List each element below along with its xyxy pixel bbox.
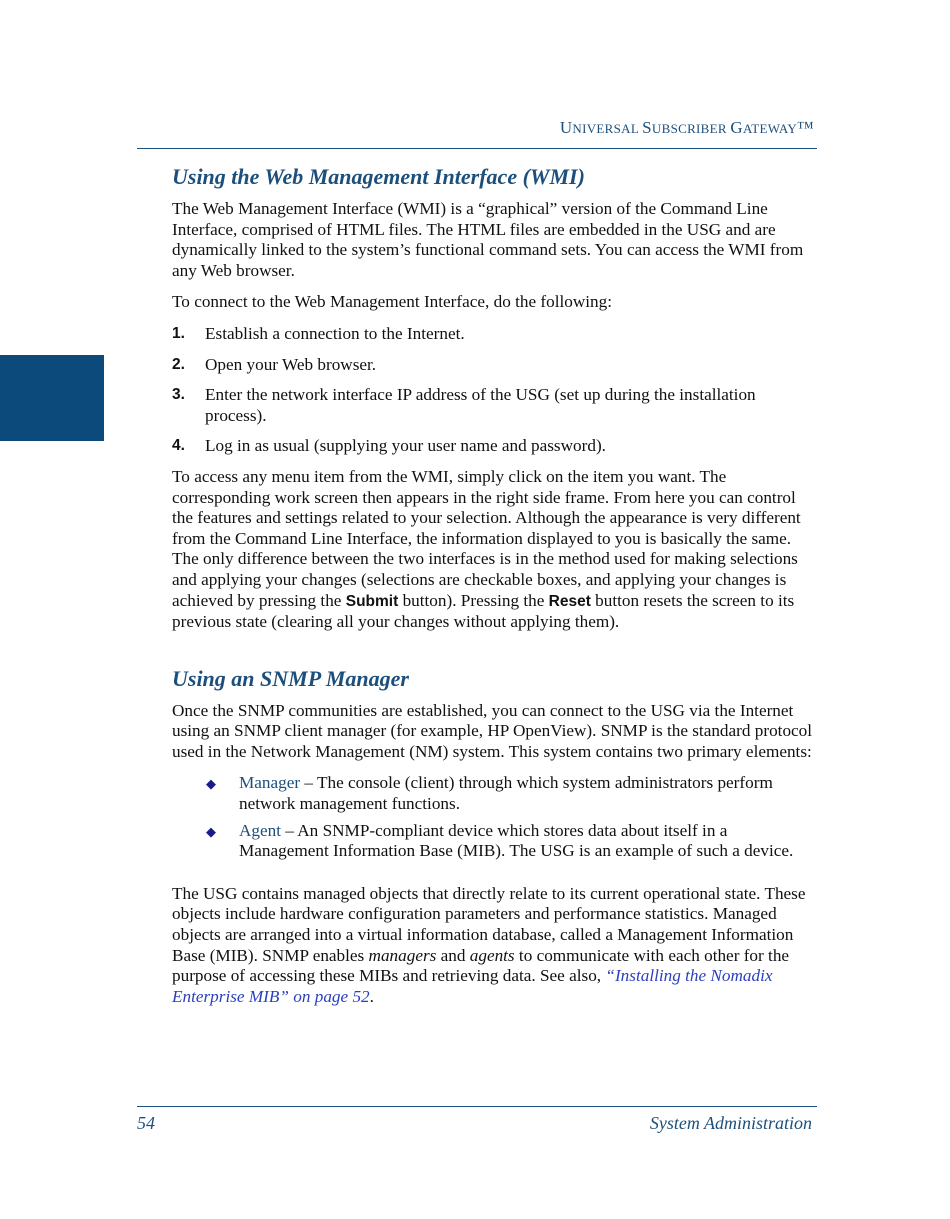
step-text: Log in as usual (supplying your user name and password). [205, 436, 606, 456]
step-number: 3. [172, 386, 185, 404]
list-item [172, 355, 817, 376]
snmp-elements-list [172, 773, 817, 861]
footer-section-title: System Administration [649, 1113, 812, 1133]
snmp-intro-paragraph: Once the SNMP communities are established, you can connect to the USG via the Internet using an SNMP client manager (for example, HP OpenView). SNMP is the standard protocol used in the Network Management (NM) system. This system contains two primary elements: [172, 700, 813, 761]
usg-managed-objects-paragraph: The USG contains managed objects that directly relate to its current operational state. These objects include hardware configuration parameters and performance statistics. Managed objects are arranged into a virtual information database, called a Management Information Base (MIB). SNMP enables managers and agents to communicate with each other for the purpose of accessing these MIBs and retrieving data. See also, “Installing the Nomadix Enterprise MIB” on page 52. [172, 883, 806, 1006]
running-header: UNIVERSAL SUBSCRIBER GATEWAY™ [559, 118, 814, 137]
reset-term: Reset [548, 592, 591, 610]
step-text: Enter the network interface IP address of the USG (set up during the installation process). [205, 385, 756, 425]
term-agent: Agent [239, 820, 282, 840]
section-heading-wmi: Using the Web Management Interface (WMI) [172, 164, 585, 189]
footer-rule [137, 1106, 817, 1107]
page-number: 54 [137, 1113, 155, 1133]
submit-term: Submit [345, 592, 399, 610]
wmi-access-paragraph: To access any menu item from the WMI, simply click on the item you want. The corresponding work screen then appears in the right side frame. From here you can control the features and settings related to your selection. Although the appearance is very different from the Command Line Interface, the information displayed to you is basically the same. The only difference between the two interfaces is in the method used for making selections and applying your changes (selections are checkable boxes, and applying your changes is achieved by pressing the Submit button). Pressing the Reset button resets the screen to its previous state (clearing all your changes without applying them). [172, 466, 801, 632]
step-number: 1. [172, 324, 185, 342]
list-item: ◆ Manager – The console (client) through which system administrators perform network management functions. [206, 773, 773, 814]
step-number: 4. [172, 437, 185, 455]
list-item [172, 324, 817, 345]
page-body [172, 163, 817, 1018]
list-item [172, 385, 817, 426]
header-rule [137, 148, 817, 149]
wmi-intro-paragraph: The Web Management Interface (WMI) is a “graphical” version of the Command Line Interface, comprised of HTML files. The HTML files are embedded in the USG and are dynamically linked to the system’s functional command sets. You can access the WMI from any Web browser. [172, 199, 804, 280]
term-manager: Manager [239, 773, 301, 793]
list-item [172, 436, 817, 457]
list-item: ◆ Agent – An SNMP-compliant device which stores data about itself in a Management Information Base (MIB). The USG is an example of such a device. [206, 820, 794, 861]
chapter-side-tab [0, 355, 104, 441]
diamond-bullet-icon: ◆ [206, 823, 216, 839]
step-text: Establish a connection to the Internet. [205, 323, 465, 343]
connection-steps-list [172, 324, 817, 457]
section-heading-snmp: Using an SNMP Manager [172, 665, 409, 691]
connect-lead-paragraph: To connect to the Web Management Interface, do the following: [172, 292, 612, 312]
step-number: 2. [172, 355, 185, 373]
diamond-bullet-icon: ◆ [206, 776, 216, 792]
mib-install-cross-reference-link[interactable]: “Installing the Nomadix Enterprise MIB” on page 52 [172, 966, 773, 1006]
step-text: Open your Web browser. [205, 354, 377, 374]
